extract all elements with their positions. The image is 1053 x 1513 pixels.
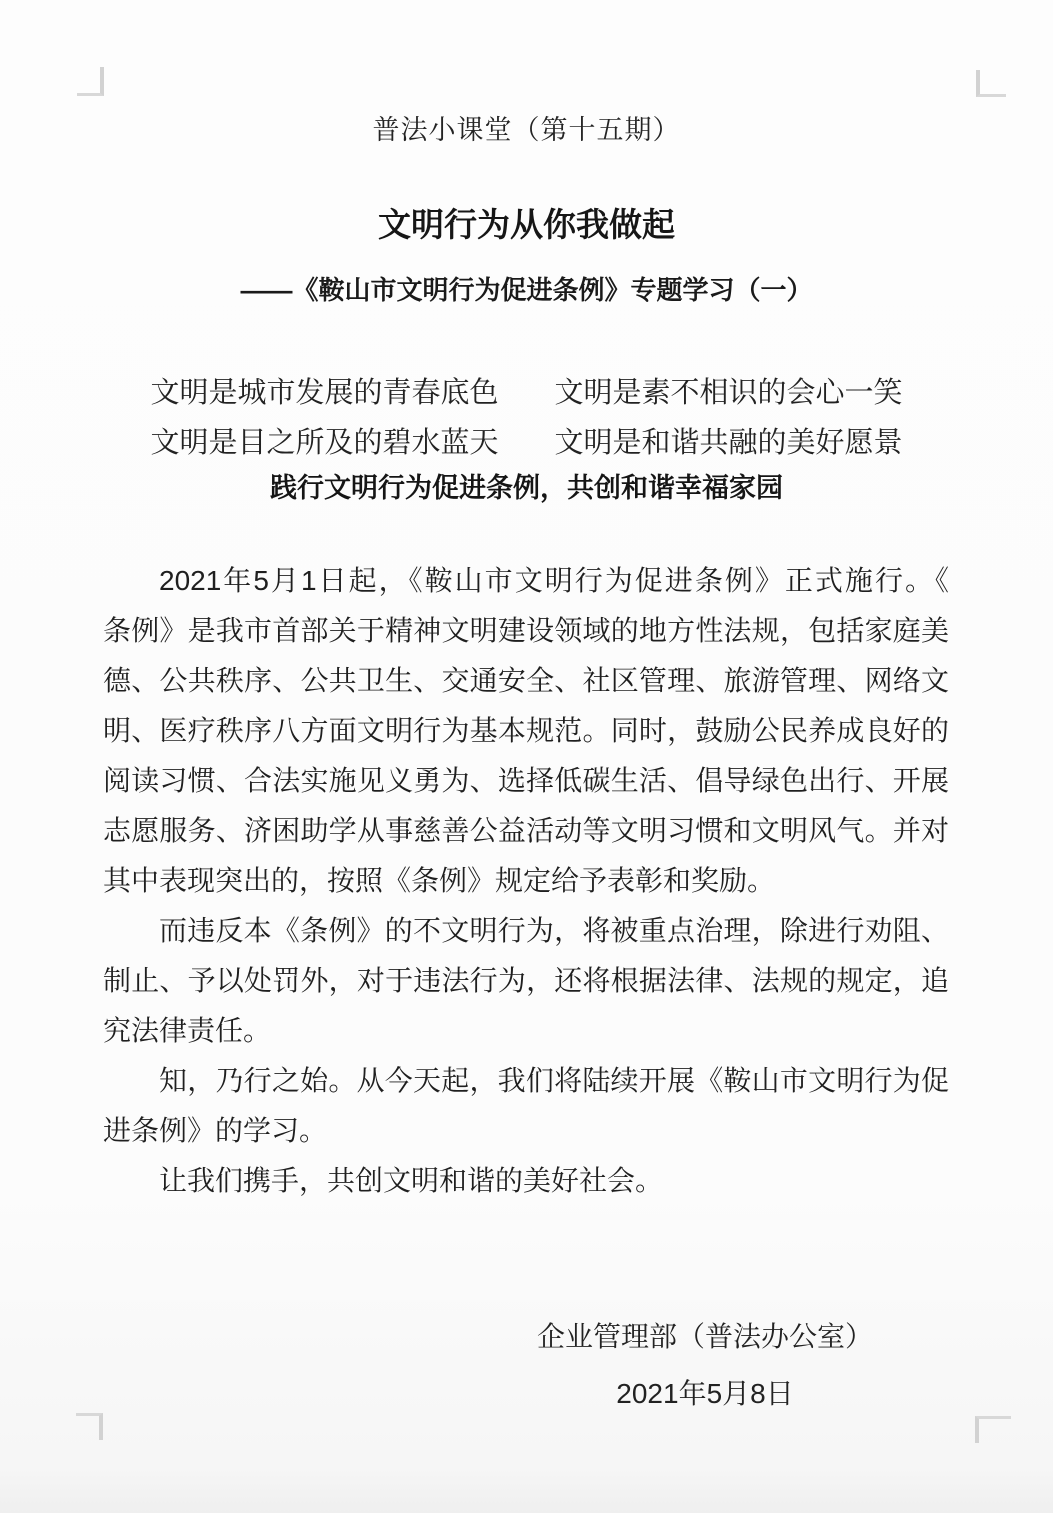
body-text-line: 明、医疗秩序八方面文明行为基本规范。同时，鼓励公民养成良好的 — [103, 715, 949, 746]
verse-phrase: 文明是素不相识的会心一笑 — [554, 376, 903, 409]
body-text-line: 阅读习惯、合法实施见义勇为、选择低碳生活、倡导绿色出行、开展 — [103, 765, 949, 796]
body-text-line: 究法律责任。 — [103, 1015, 272, 1046]
body-text-line: 而违反本《条例》的不文明行为，将被重点治理，除进行劝阻、 — [159, 915, 949, 946]
page-corner-mark-bottom-right — [975, 1416, 1011, 1443]
document-subtitle: ——《鞍山市文明行为促进条例》专题学习（一） — [240, 275, 813, 305]
verse-block — [0, 365, 1053, 465]
verse-line — [0, 365, 1053, 415]
body-text-line: 让我们携手，共创文明和谐的美好社会。 — [159, 1165, 664, 1196]
body-text-line: 2021年5月1日起，《鞍山市文明行为促进条例》正式施行。《 — [159, 565, 949, 596]
verse-phrase: 文明是和谐共融的美好愿景 — [554, 426, 903, 459]
verse-phrase: 文明是城市发展的青春底色 — [150, 376, 499, 409]
body-text-line: 制止、予以处罚外，对于违法行为，还将根据法律、法规的规定，追 — [103, 965, 949, 996]
page-corner-mark-bottom-left — [76, 1413, 103, 1440]
body-text-line: 条例》是我市首部关于精神文明建设领域的地方性法规，包括家庭美 — [103, 615, 949, 646]
slogan-line: 践行文明行为促进条例，共创和谐幸福家园 — [270, 473, 783, 503]
document-title: 文明行为从你我做起 — [378, 206, 675, 243]
body-text-line: 进条例》的学习。 — [103, 1115, 328, 1146]
signature-date: 2021年5月8日 — [616, 1378, 794, 1409]
body-text — [103, 556, 949, 1206]
verse-line — [0, 415, 1053, 465]
body-text-line: 其中表现突出的，按照《条例》规定给予表彰和奖励。 — [103, 865, 776, 896]
signature-block — [495, 1320, 915, 1411]
body-text-line: 知，乃行之始。从今天起，我们将陆续开展《鞍山市文明行为促 — [159, 1065, 949, 1096]
page-corner-mark-top-right — [976, 70, 1006, 97]
body-text-line: 德、公共秩序、公共卫生、交通安全、社区管理、旅游管理、网络文 — [103, 665, 949, 696]
signature-department: 企业管理部（普法办公室） — [536, 1321, 873, 1352]
issue-header: 普法小课堂（第十五期） — [372, 115, 681, 145]
verse-phrase: 文明是目之所及的碧水蓝天 — [150, 426, 499, 459]
body-text-line: 志愿服务、济困助学从事慈善公益活动等文明习惯和文明风气。并对 — [103, 815, 949, 846]
page-corner-mark-top-left — [77, 67, 104, 96]
